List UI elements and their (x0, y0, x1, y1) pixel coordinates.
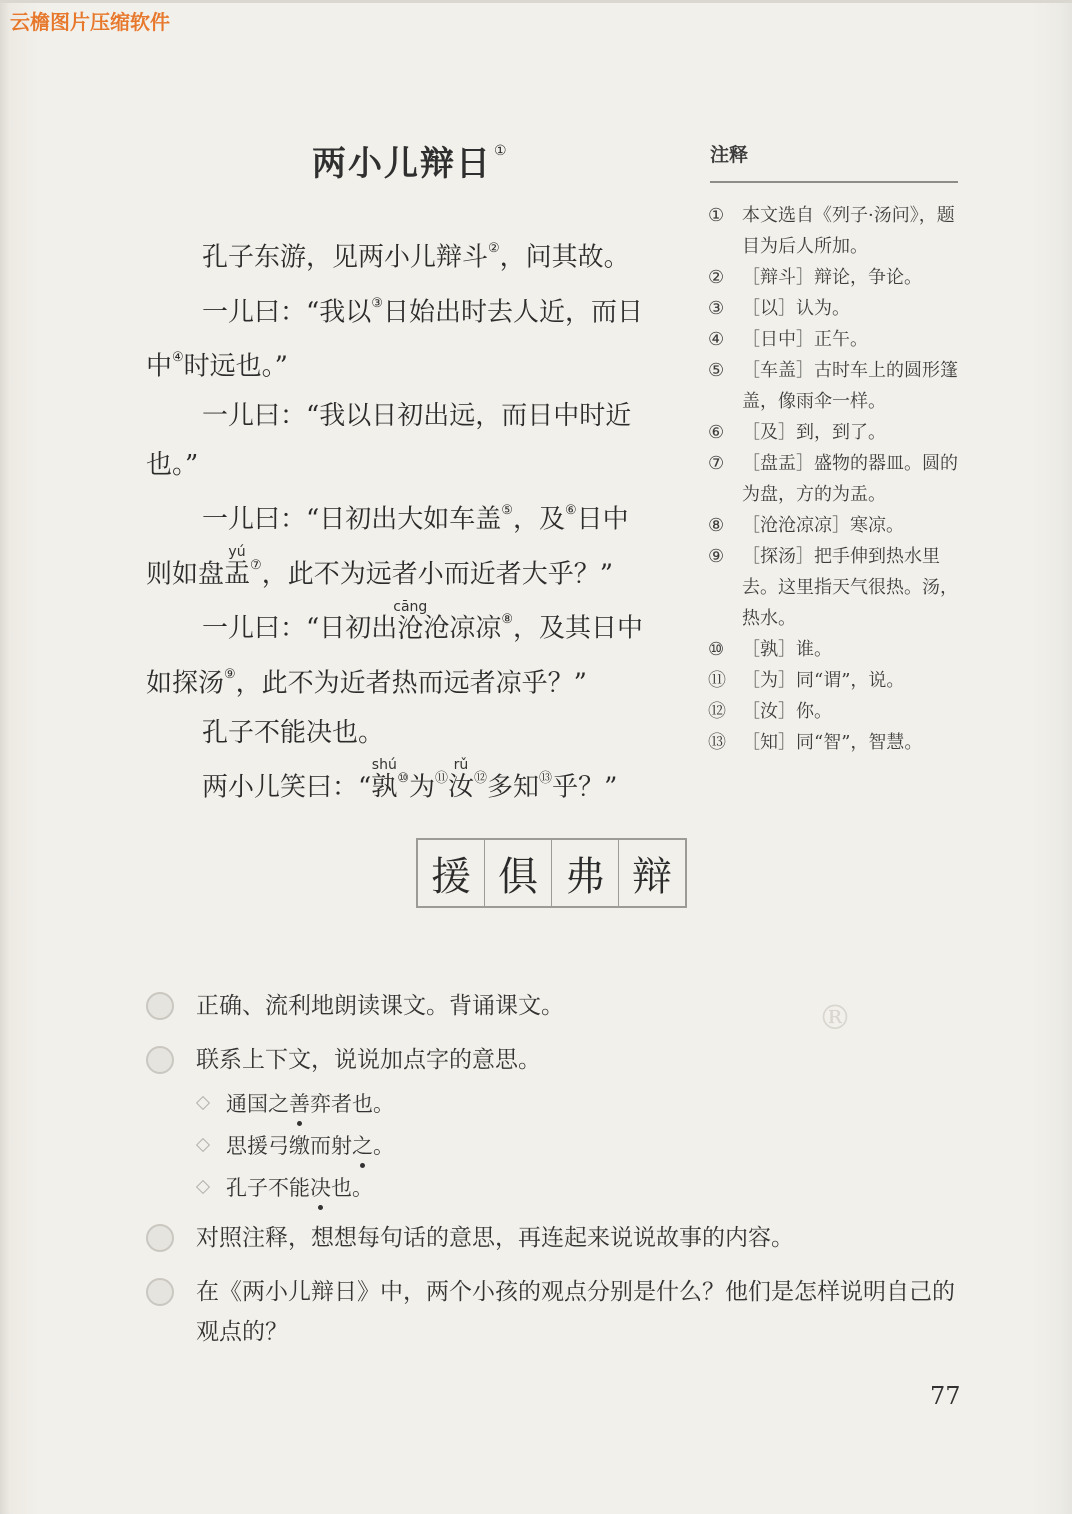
text-run: 时远也。” (183, 351, 288, 382)
sub-item (194, 1124, 976, 1166)
note-text: ［孰］谁。 (742, 639, 832, 660)
text-run: 孔子不能决也。 (202, 717, 385, 748)
text-run: 多知 (487, 772, 540, 803)
annotated-char: 汝 (448, 772, 475, 803)
pinyin: yú (228, 544, 246, 561)
footnote-marker: ⑫ (474, 770, 488, 786)
diamond-bullet-icon (196, 1138, 210, 1152)
note-number: ⑥ (708, 422, 725, 443)
text-run: 日中 (576, 504, 629, 535)
note-text: ［探汤］把手伸到热水里去。这里指天气很热。汤，热水。 (742, 546, 958, 629)
text-run: 也。” (146, 449, 199, 480)
character-cell: 俱 (485, 840, 552, 906)
footnote-marker: ④ (172, 350, 184, 366)
page-number: 77 (930, 1382, 961, 1410)
sub-item (194, 1166, 976, 1208)
note-item (708, 200, 968, 262)
note-number: ⑦ (708, 453, 725, 474)
footnote-marker: ⑦ (250, 557, 262, 573)
note-item (708, 510, 968, 541)
paragraph-7 (146, 758, 686, 813)
note-item (708, 696, 968, 727)
note-text: ［车盖］古时车上的圆形篷盖，像雨伞一样。 (742, 360, 958, 412)
note-text: ［及］到，到了。 (742, 422, 886, 443)
paragraph-5-cont (146, 654, 686, 709)
exercise-item (146, 1272, 976, 1352)
text-run: 一儿曰：“我以日初出远，而日中时近 (202, 400, 632, 431)
lesson-title-text: 两小儿辩日 (312, 144, 492, 184)
software-watermark-label: 云檐图片压缩软件 (10, 10, 170, 34)
registered-mark: ® (818, 998, 852, 1038)
text-run: 为 (408, 772, 435, 803)
text-run: 日始出时去人近，而日 (382, 297, 643, 328)
character-cell: 辩 (632, 853, 672, 900)
notes-divider (710, 181, 958, 183)
pinyin: cāng (393, 598, 428, 615)
exercise-bullet-icon (146, 992, 174, 1020)
note-item (708, 355, 968, 417)
paragraph-1 (146, 228, 686, 283)
exercise-bullet-icon (146, 1278, 174, 1306)
notes-list (708, 200, 968, 758)
exercise-item (146, 986, 976, 1026)
exercise-item (146, 1218, 976, 1258)
notes-heading: 注释 (710, 144, 749, 166)
text-run: 一儿曰：“我以 (202, 297, 372, 328)
text-run: 一儿曰：“日初出大如车盖 (202, 504, 502, 535)
paragraph-6 (146, 709, 686, 758)
footnote-marker: ③ (371, 295, 383, 311)
sub-item (194, 1082, 976, 1124)
note-item (708, 448, 968, 510)
text-run: ，及 (512, 504, 565, 535)
text-run: 孔子东游，见两小儿辩斗 (202, 242, 489, 273)
text-run: 孔子不能 (226, 1176, 310, 1200)
note-item (708, 541, 968, 634)
note-text: 本文选自《列子·汤问》，题目为后人所加。 (742, 205, 955, 257)
note-number: ② (708, 267, 725, 288)
text-run: ，问其故。 (499, 242, 630, 273)
footnote-marker: ⑬ (539, 770, 553, 786)
text-run: ，及其日中 (512, 613, 643, 644)
pinyin: shú (371, 757, 397, 774)
annotated-char: 盂 (224, 559, 251, 590)
footnote-marker: ⑧ (501, 612, 513, 628)
diamond-bullet-icon (196, 1096, 210, 1110)
paragraph-3 (146, 392, 686, 441)
annotated-char: 孰 (371, 772, 398, 803)
note-number: ⑪ (708, 670, 726, 691)
note-number: ⑧ (708, 515, 725, 536)
note-item (708, 324, 968, 355)
footnote-marker: ⑥ (564, 502, 577, 518)
note-number: ⑤ (708, 360, 725, 381)
text-run: 通国之 (226, 1092, 289, 1116)
pinyin-annotated-char (224, 544, 251, 599)
note-item (708, 262, 968, 293)
note-number: ⑩ (708, 639, 725, 660)
text-run: ，此不为近者热而远者凉乎？” (235, 668, 587, 699)
paragraph-3-cont (146, 441, 686, 490)
note-number: ① (708, 205, 725, 226)
diamond-bullet-icon (196, 1180, 210, 1194)
note-number: ⑫ (708, 701, 726, 722)
exercises-section (146, 986, 976, 1366)
note-number: ④ (708, 329, 725, 350)
title-footnote-marker: ① (494, 142, 509, 159)
paragraph-5 (146, 599, 686, 654)
exercise-text: 在《两小儿辩日》中，两个小孩的观点分别是什么？他们是怎样说明自己的观点的？ (196, 1279, 955, 1345)
footnote-marker: ② (488, 241, 500, 256)
footnote-marker: ⑪ (434, 770, 448, 786)
note-text: ［汝］你。 (742, 701, 832, 722)
character-cell: 援 (418, 840, 485, 906)
text-run: 思援弓缴而射 (226, 1134, 352, 1158)
note-item (708, 634, 968, 665)
note-text: ［为］同“谓”，说。 (742, 670, 905, 691)
pinyin-annotated-char (371, 757, 398, 812)
text-run: ，此不为远者小而近者大乎？” (261, 559, 613, 590)
note-text: ［辩斗］辩论，争论。 (742, 267, 922, 288)
note-number: ⑨ (708, 546, 725, 567)
text-run: 如探汤 (146, 668, 225, 699)
text-run: 两小儿笑曰：“ (202, 772, 372, 803)
exercise-text: 联系上下文，说说加点字的意思。 (196, 1047, 541, 1073)
character-cell: 弗 (552, 840, 619, 906)
text-run: 中 (146, 351, 173, 382)
note-item (708, 293, 968, 324)
text-run: 乎？” (552, 772, 618, 803)
lesson-title (312, 136, 509, 185)
text-run: 一儿曰：“日初出 (202, 613, 398, 644)
note-text: ［沧沧凉凉］寒凉。 (742, 515, 904, 536)
note-text: ［知］同“智”，智慧。 (742, 732, 923, 753)
lesson-body (146, 228, 686, 812)
dotted-char: 决 (310, 1172, 331, 1202)
note-number: ⑬ (708, 732, 726, 753)
top-border (0, 0, 1072, 3)
text-run: 沧凉凉 (423, 613, 502, 644)
note-item (708, 417, 968, 448)
exercise-bullet-icon (146, 1224, 174, 1252)
pinyin-annotated-char (448, 757, 475, 812)
exercise-text: 对照注释，想想每句话的意思，再连起来说说故事的内容。 (196, 1225, 794, 1251)
note-number: ③ (708, 298, 725, 319)
note-item (708, 727, 968, 758)
footnote-marker: ⑤ (501, 502, 513, 518)
note-text: ［盘盂］盛物的器皿。圆的为盘，方的为盂。 (742, 453, 958, 505)
dotted-char: 之 (352, 1130, 373, 1160)
dotted-char: 善 (289, 1088, 310, 1118)
note-text: ［以］认为。 (742, 298, 850, 319)
paragraph-2-cont (146, 337, 686, 392)
exercise-bullet-icon (146, 1046, 174, 1074)
paragraph-4 (146, 490, 686, 545)
new-characters-box (416, 838, 687, 908)
text-run: 则如盘 (146, 559, 225, 590)
note-item (708, 665, 968, 696)
annotated-char: 沧 (397, 613, 424, 644)
text-run: 也。 (331, 1176, 373, 1200)
text-run: 弈者也。 (310, 1092, 394, 1116)
paragraph-2 (146, 283, 686, 338)
exercise-item (146, 1040, 976, 1080)
pinyin-annotated-char (393, 598, 428, 654)
footnote-marker: ⑩ (397, 770, 409, 786)
footnote-marker: ⑨ (224, 666, 236, 682)
pinyin: rǔ (453, 757, 469, 774)
exercise-text: 正确、流利地朗读课文。背诵课文。 (196, 993, 564, 1019)
note-text: ［日中］正午。 (742, 329, 868, 350)
text-run: 。 (373, 1134, 394, 1158)
